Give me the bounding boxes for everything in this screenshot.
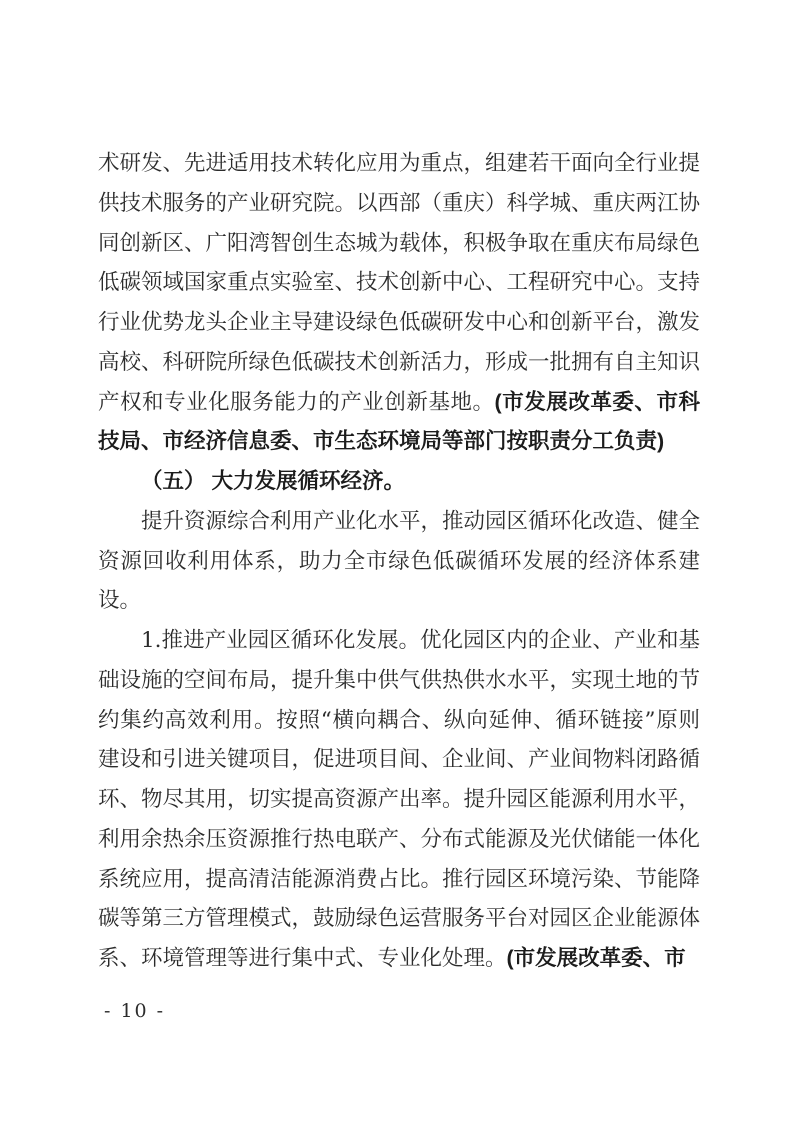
body-text: 术研发、先进适用技术转化应用为重点，组建若干面向全行业提供技术服务的产业研究院。以西部（重庆）科学城、重庆两江协同创新区、广阳湾智创生态城为载体，积极争取在重庆布局绿色低碳领域国家重点实验室、技术创新中心、工程研究中心。支持行业优势龙头企业主导建设绿色低碳研发中心和创新平台，激发高校、科研院所绿色低碳技术创新活力，形成一批拥有自主知识产权和专业化服务能力的产业创新基地。 xyxy=(98,151,701,415)
paragraph: 提升资源综合利用产业化水平，推动园区循环化改造、健全资源回收利用体系，助力全市绿色低碳循环发展的经济体系建设。 xyxy=(98,508,701,614)
responsibility-annotation: (市发展改革委、市科技局、市经济信息委、市生态环境局等部门按职责分工负责) xyxy=(98,389,700,454)
page-number: - 10 - xyxy=(104,1000,166,1022)
body-text: 1.推进产业园区循环化发展。优化园区内的企业、产业和基础设施的空间布局，提升集中供气供热供水水平，实现土地的节约集约高效利用。按照“横向耦合、纵向延伸、循环链接”原则建设和引进关键项目，促进项目间、企业间、产业间物料闭路循环、物尽其用，切实提高资源产出率。提升园区能源利用水平，利用余热余压资源推行热电联产、分布式能源及光伏储能一体化系统应用，提高清洁能源消费占比。推行园区环境污染、节能降碳等第三方管理模式，鼓励绿色运营服务平台对园区企业能源体系、环境管理等进行集中式、专业化处理。 xyxy=(98,628,701,971)
paragraph xyxy=(98,621,700,979)
section-heading: （五） 大力发展循环经济。 xyxy=(141,469,405,493)
document-body xyxy=(98,144,700,979)
paragraph-continuation xyxy=(98,144,700,462)
responsibility-annotation: (市发展改革委、市 xyxy=(506,946,686,970)
